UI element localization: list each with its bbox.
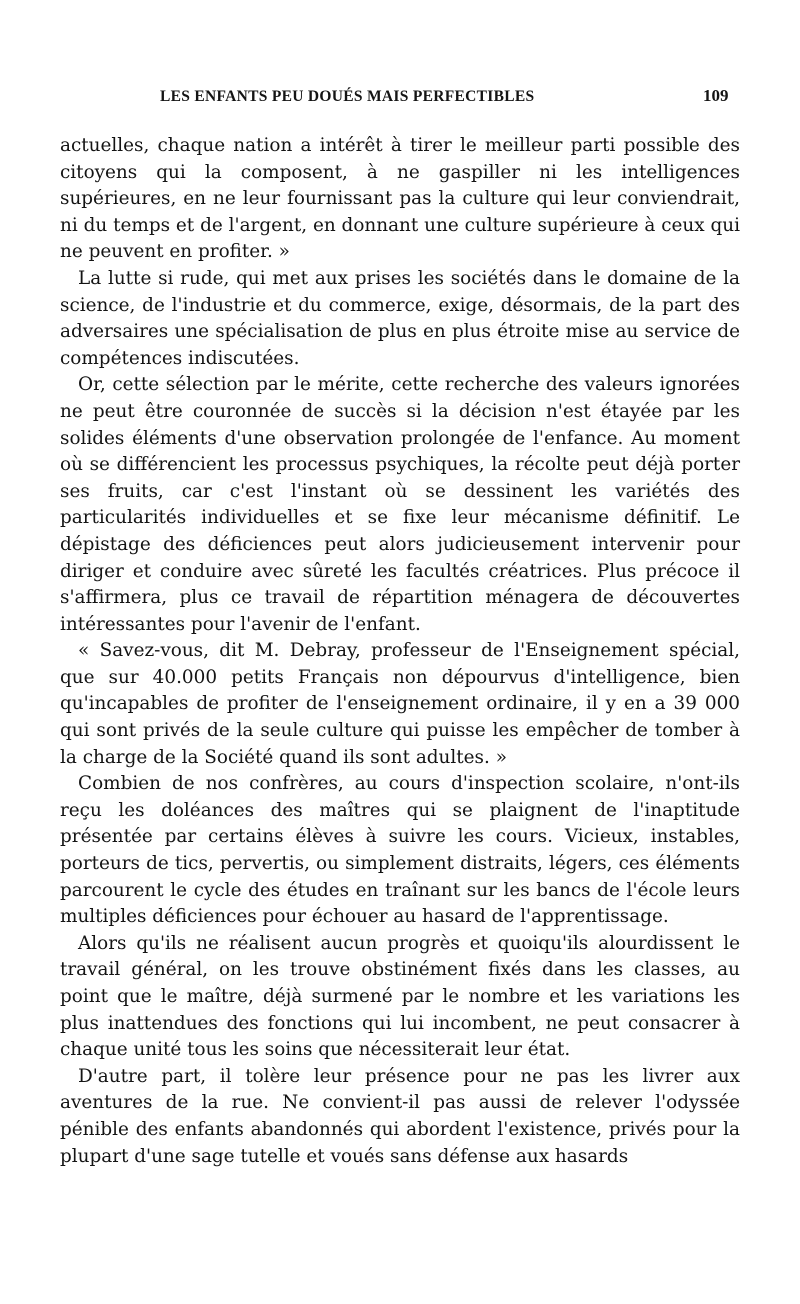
quote-paragraph: « Savez-vous, dit M. Debray, professeur de l'Enseignement spécial, que sur 40.000 petits Français non dépourvus d'intelligence, bien qu'incapables de profiter de l'enseignement ordinaire, il y en a 39 000 qui sont privés de la seule culture qui puisse les empêcher de tomber à la charge de la Société quand ils sont adultes. » bbox=[60, 640, 740, 768]
paragraph: Combien de nos confrères, au cours d'inspection scolaire, n'ont-ils reçu les doléances des maîtres qui se plaignent de l'inaptitude présentée par certains élèves à suivre les cours. Vicieux, instables, porteurs de tics, pervertis, ou simplement distraits, légers, ces éléments parcourent le cycle des études en traînant sur les bancs de l'école leurs multiples déficiences pour échouer au hasard de l'apprentissage. bbox=[60, 773, 740, 928]
paragraph: Or, cette sélection par le mérite, cette recherche des valeurs ignorées ne peut être couronnée de succès si la décision n'est étayée par les solides éléments d'une observation prolongée de l'enfance. Au moment où se différencient les processus psychiques, la récolte peut déjà porter ses fruits, car c'est l'instant où se dessinent les variétés des particularités individuelles et se fixe leur mécanisme définitif. Le dépistage des déficiences peut alors judicieusement intervenir pour diriger et conduire avec sûreté les facultés créatrices. Plus précoce il s'affirmera, plus ce travail de répartition ménagera de découvertes intéressantes pour l'avenir de l'enfant. bbox=[60, 374, 740, 635]
page-number: 109 bbox=[703, 86, 729, 105]
paragraph: D'autre part, il tolère leur présence pour ne pas les livrer aux aventures de la rue. Ne convient-il pas aussi de relever l'odyssée pénible des enfants abandonnés qui abordent l'existence, privés pour la plupart d'une sage tutelle et voués sans défense aux hasards bbox=[60, 1065, 740, 1167]
paragraph-continued: actuelles, chaque nation a intérêt à tirer le meilleur parti possible des citoyens qui la composent, à ne gaspiller ni les intelligences supérieures, en ne leur fournissant pas la culture qui leur conviendrait, ni du temps et de l'argent, en donnant une culture supérieure à ceux qui ne peuvent en profiter. » bbox=[60, 135, 740, 263]
paragraph: Alors qu'ils ne réalisent aucun progrès et quoiqu'ils alourdissent le travail général, on les trouve obstinément fixés dans les classes, au point que le maître, déjà surmené par le nombre et les variations les plus inattendues des fonctions qui lui incombent, ne peut consacrer à chaque unité tous les soins que nécessiterait leur état. bbox=[60, 932, 740, 1061]
body-text bbox=[60, 133, 740, 1170]
paragraph: La lutte si rude, qui met aux prises les sociétés dans le domaine de la science, de l'industrie et du commerce, exige, désormais, de la part des adversaires une spécialisation de plus en plus étroite mise au service de compétences indiscutées. bbox=[60, 267, 740, 369]
running-title: LES ENFANTS PEU DOUÉS MAIS PERFECTIBLES bbox=[160, 88, 535, 105]
